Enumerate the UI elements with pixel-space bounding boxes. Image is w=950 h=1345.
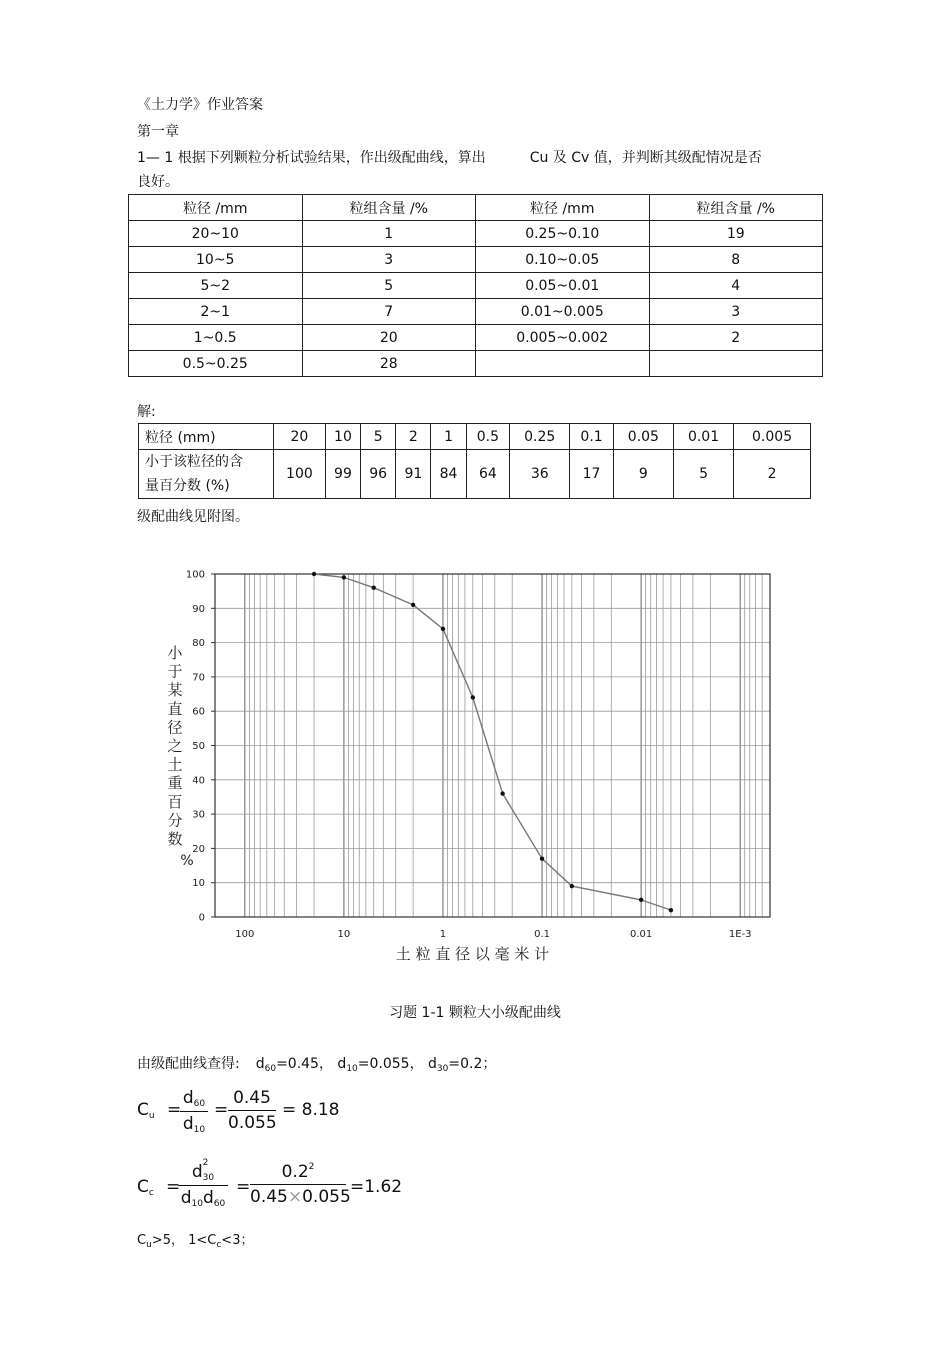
table-cell: 0.01 [673,424,733,450]
table-cell: 91 [396,450,431,499]
fraction-denominator: $d_{10}d_{60}$ [180,1188,226,1209]
row-label [139,450,274,499]
fraction-bar [178,1185,228,1186]
problem-text-b: Cu 及 Cv 值，并判断其级配情况是否 [529,150,762,166]
table-cell: 96 [361,450,396,499]
table-cell: 2~1 [129,299,303,325]
grain-size-table [128,194,823,377]
table-cell [649,351,823,377]
y-tick-label: 80 [192,638,205,650]
table-cell: 0.5 [466,424,510,450]
data-point [471,695,475,699]
results-line: 由级配曲线查得: $d_{60}=0.45$， $d_{10}=0.055$， $d_{30}=0.2$； [137,1056,497,1074]
table-cell: 0.005 [734,424,811,450]
table-cell [476,351,650,377]
y-tick-label: 0 [198,912,205,924]
y-tick-label: 20 [192,843,205,855]
table-cell: 2 [649,325,823,351]
y-axis-title-char: 数 [167,830,183,848]
table-cell: 36 [510,450,570,499]
table-cell: 1~0.5 [129,325,303,351]
table-cell: 10 [325,424,360,450]
table-cell: 5 [673,450,733,499]
table-cell: 0.25 [510,424,570,450]
table-cell: 3 [649,299,823,325]
fraction-numerator: 0.45 [233,1088,271,1108]
table-cell: 10~5 [129,247,303,273]
data-point [342,575,346,579]
x-axis-title: 土 粒 直 径 以 毫 米 计 [395,945,550,963]
fraction-bar [250,1184,346,1185]
y-axis-title-char: 于 [167,662,183,681]
table-cell: 0.005~0.002 [476,325,650,351]
document-title: 《土力学》作业答案 [137,97,263,113]
y-tick-label: 30 [192,809,205,821]
equals-sign: = [167,1100,182,1120]
table-cell: 0.05 [613,424,673,450]
grading-curve-chart [150,555,800,975]
table-row [129,325,823,351]
row-label-line: 量百分数 (%) [145,478,230,494]
cu-fraction-numeric [228,1088,276,1133]
table-cell: 0.05~0.01 [476,273,650,299]
table-cell: 4 [649,273,823,299]
y-axis-title-char: 土 [167,755,183,774]
x-tick-label: 100 [235,929,255,940]
d60-value: =0.45， [276,1056,333,1072]
y-tick-label: 10 [192,878,205,890]
data-point [570,884,574,888]
x-tick-label: 0.1 [534,929,550,940]
data-point [411,603,415,607]
table-row [129,221,823,247]
y-axis-title-char: 某 [167,681,183,700]
y-axis-title-char: 径 [167,718,183,737]
table-cell: 8 [649,247,823,273]
y-tick-label: 70 [192,672,205,684]
table-row [129,247,823,273]
d60-subscript: 60 [264,1064,277,1074]
table-header: 粒组含量 /% [302,195,476,221]
table-row [139,450,811,499]
data-point [372,586,376,590]
table-cell: 84 [431,450,466,499]
x-tick-label: 1E-3 [728,929,752,940]
fraction-bar [180,1111,208,1112]
data-point [500,791,504,795]
d10-subscript: 10 [346,1064,358,1074]
chapter-heading: 第一章 [137,124,179,140]
table-cell: 0.25~0.10 [476,221,650,247]
table-cell: 19 [649,221,823,247]
y-tick-label: 40 [192,775,205,787]
y-tick-label: 90 [192,603,205,615]
data-point [540,856,544,860]
data-point [669,908,673,912]
fraction-numerator: $d_{60}$ [182,1088,206,1109]
table-header: 粒径 /mm [476,195,650,221]
table-row [129,299,823,325]
d10-value: =0.055， [357,1056,424,1072]
equals-sign: = [214,1100,229,1120]
cc-fraction-numeric [250,1162,351,1207]
table-cell: 5 [361,424,396,450]
table-cell: 20 [302,325,476,351]
results-intro: 由级配曲线查得: [137,1056,240,1072]
y-axis-title-char: 重 [167,774,183,793]
table-cell: 0.10~0.05 [476,247,650,273]
table-cell: 9 [613,450,673,499]
x-tick-label: 0.01 [629,929,653,940]
y-axis-title-char: 之 [167,737,183,755]
problem-statement [137,147,762,167]
table-cell: 99 [325,450,360,499]
table-cell: 0.1 [570,424,614,450]
y-tick-label: 50 [192,741,205,752]
problem-statement-cont: 良好。 [137,174,179,190]
y-axis-title-char: 直 [167,699,183,718]
cc-fraction-symbolic [178,1158,228,1209]
table-cell: 17 [570,450,614,499]
fraction-numerator: $0.2^2$ [281,1162,315,1182]
d30-value: =0.2； [448,1056,497,1072]
data-point [441,627,445,631]
fraction-numerator: d 2 $_{30}$ [191,1158,215,1183]
equals-sign: = [236,1177,251,1197]
fraction-denominator: $d_{10}$ [182,1114,206,1135]
table-cell: 5 [302,273,476,299]
table-row [129,273,823,299]
x-tick-label: 1 [439,929,447,940]
chart-caption: 习题 1-1 颗粒大小级配曲线 [389,1005,561,1021]
y-axis-title-char: 百 [167,792,183,811]
data-point [312,572,316,576]
table-cell: 20~10 [129,221,303,247]
row-label-line: 小于该粒径的含 [145,454,243,470]
data-point [639,898,643,902]
table-cell: 1 [302,221,476,247]
table-cell: 28 [302,351,476,377]
equals-sign: = [166,1177,181,1197]
y-tick-label: 60 [192,706,205,718]
cu-lhs: $C_u$ [137,1100,155,1121]
chart-reference: 级配曲线见附图。 [137,509,249,525]
cc-result: =1.62 [350,1177,403,1197]
table-cell: 2 [396,424,431,450]
conclusion-line: $C_u>5$， $1<C_c<3$； [137,1233,254,1250]
solution-label: 解: [137,404,156,420]
d30-subscript: 30 [436,1064,449,1074]
problem-text-a: 1— 1 根据下列颗粒分析试验结果，作出级配曲线，算出 [137,150,486,166]
table-header-row [129,195,823,221]
cumulative-table [138,423,811,499]
x-tick-label: 10 [337,929,351,940]
fraction-bar [228,1110,276,1111]
table-cell: 7 [302,299,476,325]
cu-result: = 8.18 [282,1100,340,1120]
fraction-denominator: 0.055 [228,1113,277,1133]
y-axis-unit: % [180,853,194,869]
fraction-denominator: 0.45×0.055 [250,1187,351,1207]
table-cell: 100 [274,450,326,499]
cc-lhs: $C_c$ [137,1177,154,1198]
times-sign: × [287,1187,303,1207]
table-cell: 20 [274,424,326,450]
table-row [139,424,811,450]
y-axis-title-char: 小 [167,644,183,662]
row-label: 粒径 (mm) [139,424,274,450]
grading-curve-line [314,574,671,910]
table-cell: 5~2 [129,273,303,299]
y-tick-label: 100 [185,569,205,581]
table-cell: 1 [431,424,466,450]
table-cell: 0.5~0.25 [129,351,303,377]
table-cell: 2 [734,450,811,499]
cu-fraction-symbolic [180,1088,208,1135]
table-header: 粒组含量 /% [649,195,823,221]
table-header: 粒径 /mm [129,195,303,221]
table-row [129,351,823,377]
table-cell: 3 [302,247,476,273]
table-cell: 64 [466,450,510,499]
table-cell: 0.01~0.005 [476,299,650,325]
y-axis-title-char: 分 [167,811,183,830]
